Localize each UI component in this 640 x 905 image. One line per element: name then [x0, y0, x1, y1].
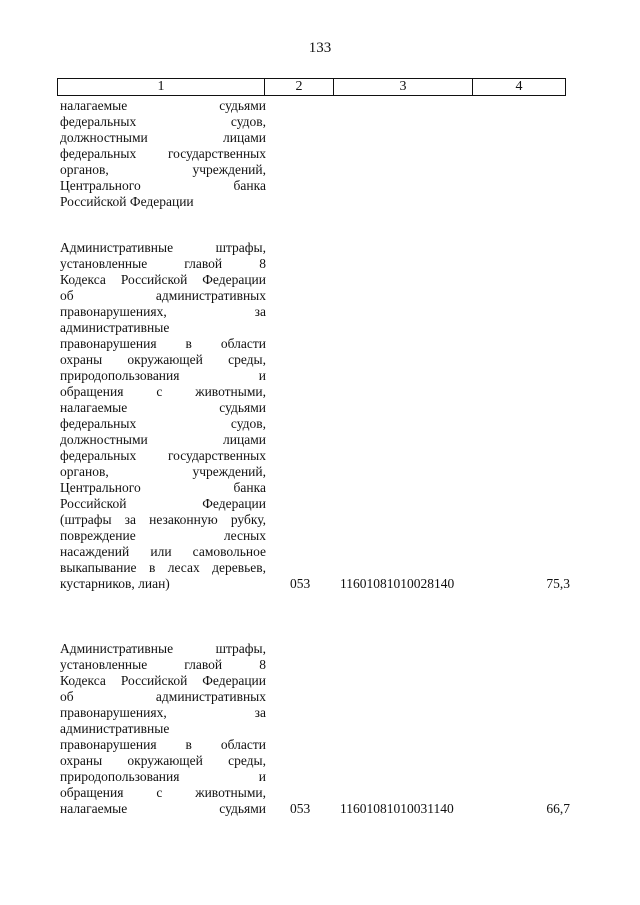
desc-line: Российской Федерации [60, 194, 194, 209]
desc-line: природопользования и [60, 368, 266, 383]
desc-line: Центрального банка [60, 178, 266, 193]
header-col-3: 3 [334, 79, 473, 95]
desc-line: Кодекса Российской Федерации [60, 673, 266, 688]
table-row [60, 98, 570, 210]
desc-line: административные [60, 721, 170, 736]
desc-line: федеральных государственных [60, 448, 266, 463]
desc-line: установленные главой 8 [60, 256, 266, 271]
desc-line: административные [60, 320, 170, 335]
desc-line: правонарушения в области [60, 737, 266, 752]
header-col-4: 4 [515, 79, 523, 94]
row-kbk: 11601081010028140 [340, 576, 455, 591]
desc-line: должностными лицами [60, 130, 266, 145]
row-description [60, 240, 266, 592]
desc-line: насаждений или самовольное [60, 544, 266, 559]
row-code: 053 [290, 801, 311, 816]
desc-line: Административные штрафы, [60, 240, 266, 255]
desc-line: Кодекса Российской Федерации [60, 272, 266, 287]
row-description [60, 98, 266, 210]
desc-line: повреждение лесных [60, 528, 266, 543]
desc-line: Центрального банка [60, 480, 266, 495]
desc-line: выкапывание в лесах деревьев, [60, 560, 266, 575]
row-kbk: 11601081010031140 [340, 801, 454, 816]
desc-line: охраны окружающей среды, [60, 352, 266, 367]
desc-line: правонарушениях, за [60, 304, 266, 319]
row-description [60, 641, 266, 817]
desc-line: органов, учреждений, [60, 162, 266, 177]
desc-line: Российской Федерации [60, 496, 266, 511]
row-amount: 75,3 [546, 576, 570, 591]
desc-line: охраны окружающей среды, [60, 753, 266, 768]
desc-line: обращения с животными, [60, 785, 266, 800]
desc-line: правонарушениях, за [60, 705, 266, 720]
table-header [57, 78, 566, 96]
desc-line: установленные главой 8 [60, 657, 266, 672]
header-col-2: 2 [265, 79, 334, 95]
table-row [60, 641, 570, 817]
header-col-1: 1 [58, 79, 265, 95]
desc-line: правонарушения в области [60, 336, 266, 351]
desc-line: федеральных судов, [60, 416, 266, 431]
desc-line: налагаемые судьями [60, 801, 266, 816]
desc-line: должностными лицами [60, 432, 266, 447]
desc-line: кустарников, лиан) [60, 576, 170, 591]
desc-line: налагаемые судьями [60, 98, 266, 113]
desc-line: природопользования и [60, 769, 266, 784]
desc-line: органов, учреждений, [60, 464, 266, 479]
desc-line: об административных [60, 288, 266, 303]
table-row [60, 240, 570, 592]
desc-line: федеральных государственных [60, 146, 266, 161]
row-code: 053 [290, 576, 311, 591]
page-number: 133 [308, 40, 332, 56]
row-amount: 66,7 [546, 801, 570, 816]
desc-line: об административных [60, 689, 266, 704]
desc-line: обращения с животными, [60, 384, 266, 399]
desc-line: федеральных судов, [60, 114, 266, 129]
desc-line: налагаемые судьями [60, 400, 266, 415]
desc-line: (штрафы за незаконную рубку, [60, 512, 266, 527]
desc-line: Административные штрафы, [60, 641, 266, 656]
